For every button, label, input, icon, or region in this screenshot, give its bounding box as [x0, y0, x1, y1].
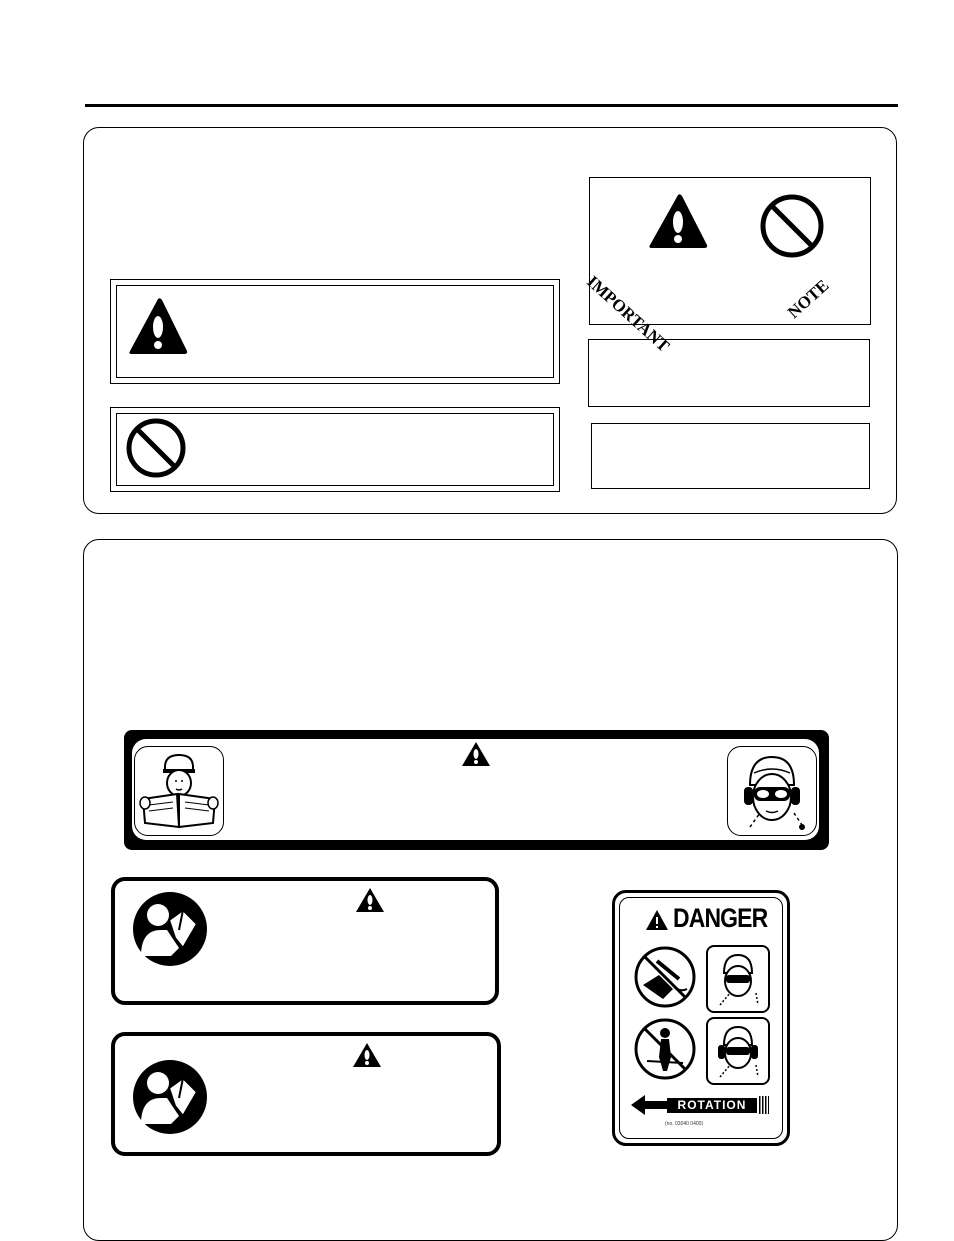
- header-rule: [85, 104, 898, 107]
- prohibition-circle-icon: [125, 417, 187, 479]
- warning-triangle-icon: [647, 192, 709, 250]
- prohibition-circle-icon: [758, 192, 826, 260]
- no-hands-near-blades-icon: [633, 945, 697, 1009]
- eye-ear-protection-icon: [727, 746, 817, 836]
- warning-triangle-icon: [355, 887, 385, 913]
- note-label: NOTE: [784, 275, 833, 323]
- eye-protection-icon: [706, 945, 770, 1013]
- warning-triangle-icon: [127, 296, 189, 356]
- decal-part-number: (no. 03040 0400): [665, 1121, 704, 1127]
- arrow-left-icon: [631, 1095, 667, 1115]
- consult-manual-icon: [131, 1058, 209, 1136]
- danger-title: DANGER: [673, 903, 768, 933]
- important-label: IMPORTANT: [583, 272, 674, 356]
- warning-triangle-icon: [645, 909, 669, 931]
- note-description-box: [591, 423, 870, 489]
- manual-warning-label-1: [111, 877, 499, 1005]
- warning-triangle-icon: [461, 741, 491, 767]
- warning-triangle-icon: [352, 1042, 382, 1068]
- manual-warning-label-2: [111, 1032, 501, 1156]
- important-description-box: [588, 339, 870, 407]
- read-manual-icon: [134, 746, 224, 836]
- danger-decal: [612, 890, 790, 1146]
- prohibition-box: [110, 407, 560, 492]
- rotation-label: ROTATION: [667, 1098, 757, 1113]
- warning-box: [110, 279, 560, 384]
- consult-manual-icon: [131, 890, 209, 968]
- operator-safety-label: [124, 730, 829, 850]
- decal-stripes: [759, 1096, 769, 1114]
- symbol-legend: [583, 177, 871, 356]
- ear-protection-icon: [706, 1017, 770, 1085]
- no-bystanders-icon: [633, 1017, 697, 1081]
